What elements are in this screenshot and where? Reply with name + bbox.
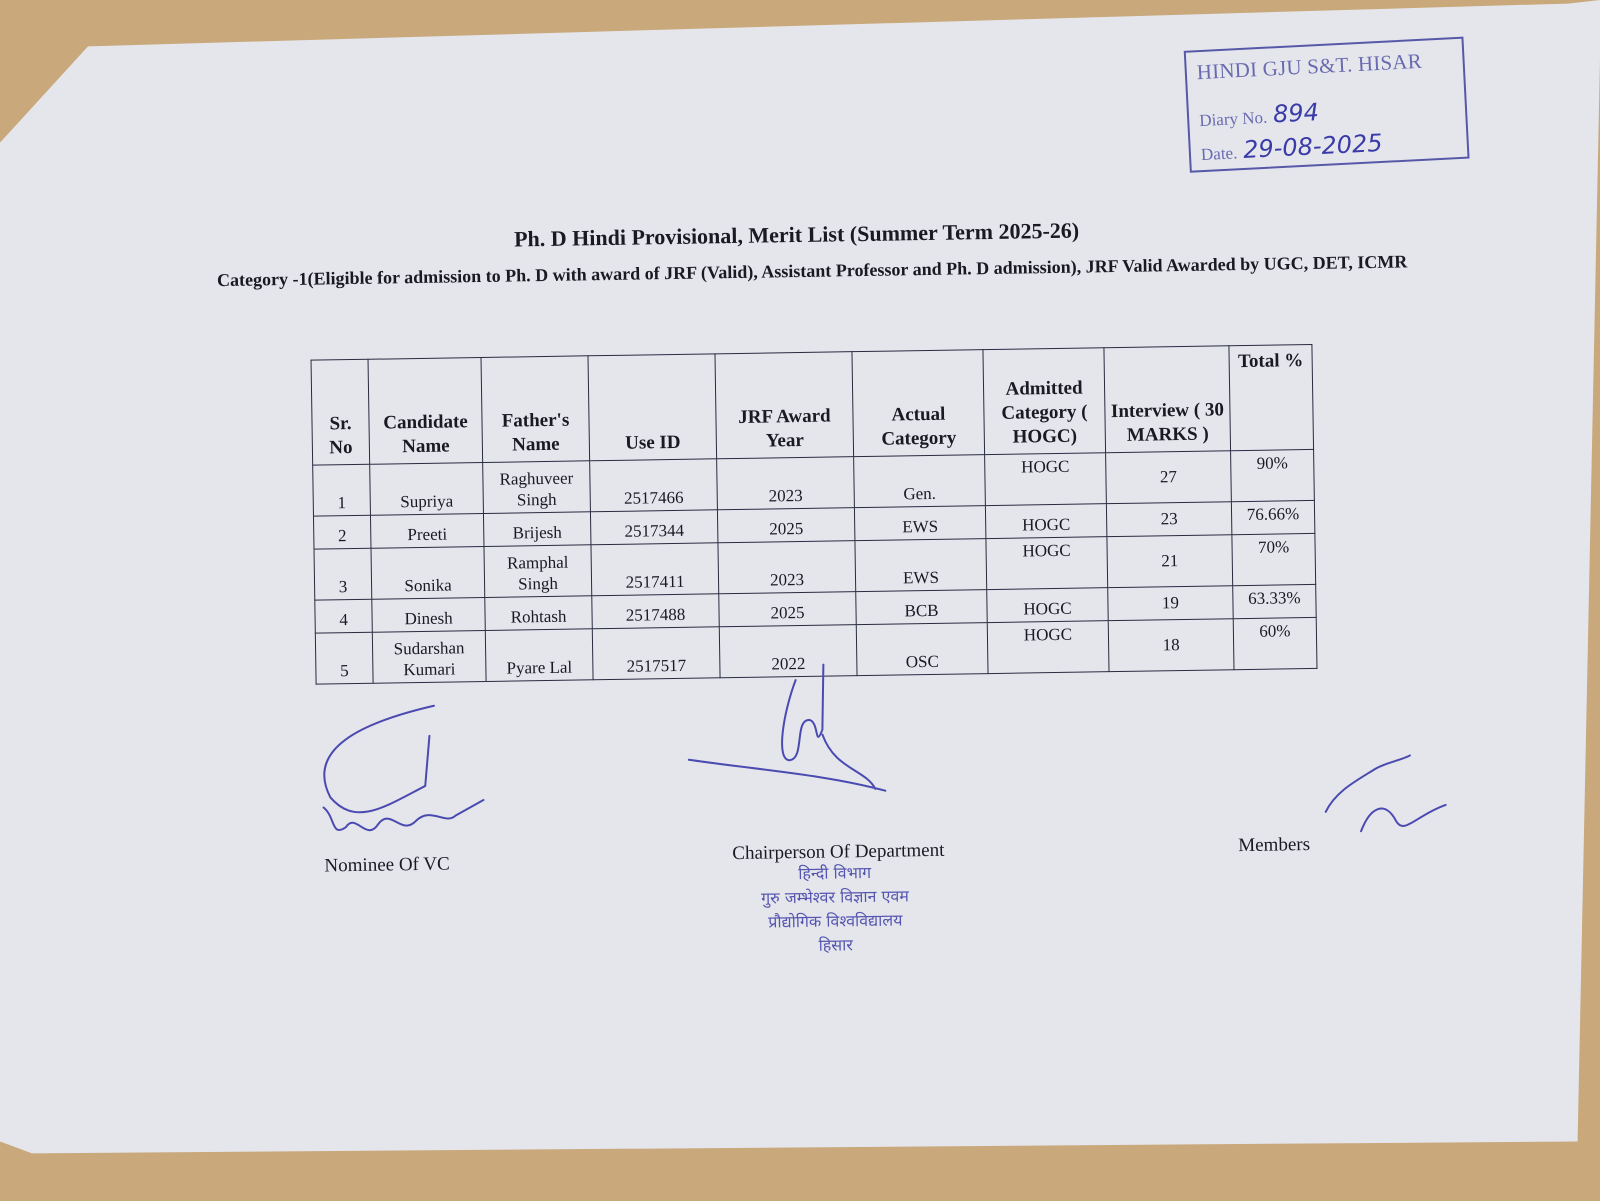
cell-use-id: 2517344 (590, 510, 718, 545)
stamp-date-label: Date. (1200, 143, 1238, 165)
cell-admitted-category: HOGC (987, 588, 1109, 623)
cell-fathers-name: Rohtash (485, 596, 593, 631)
header-admitted-category: Admitted Category ( HOGC) (983, 348, 1106, 455)
document-title: Ph. D Hindi Provisional, Merit List (Summer Term 2025-26) (513, 217, 1080, 252)
cell-admitted-category: HOGC (986, 537, 1108, 590)
cell-candidate-name: Preeti (370, 513, 484, 548)
stamp-diary-number: 894 (1272, 98, 1320, 129)
cell-total-percent: 76.66% (1231, 500, 1315, 534)
cell-interview: 23 (1106, 502, 1232, 537)
cell-fathers-name: Ramphal Singh (484, 545, 592, 598)
header-jrf-award-year: JRF Award Year (715, 352, 854, 459)
cell-actual-category: EWS (855, 539, 987, 592)
stamp-diary-label: Diary No. (1198, 107, 1268, 131)
dept-stamp-line: प्रौद्योगिक विश्वविद्यालय (768, 910, 903, 932)
cell-actual-category: BCB (856, 590, 988, 625)
cell-candidate-name: Dinesh (372, 597, 486, 632)
header-sr-no: Sr. No (311, 359, 370, 465)
cell-actual-category: Gen. (854, 455, 986, 508)
cell-actual-category: OSC (856, 623, 988, 676)
cell-candidate-name: Sonika (371, 546, 485, 599)
cell-admitted-category: HOGC (985, 504, 1107, 539)
document-subtitle: Category -1(Eligible for admission to Ph. D with award of JRF (Valid), Assistant Professor and Ph. D admission), JRF Valid Awarded by UGC, DET, ICMR (216, 251, 1408, 291)
cell-total-percent: 63.33% (1233, 584, 1317, 618)
cell-total-percent: 70% (1232, 533, 1316, 585)
cell-jrf-year: 2025 (719, 592, 857, 627)
cell-sr-no: 2 (313, 515, 371, 549)
cell-use-id: 2517411 (591, 543, 719, 596)
cell-use-id: 2517488 (592, 594, 720, 629)
cell-interview: 18 (1108, 619, 1234, 672)
cell-interview: 21 (1107, 535, 1233, 588)
cell-jrf-year: 2023 (717, 457, 855, 510)
header-actual-category: Actual Category (852, 350, 985, 457)
cell-fathers-name: Raghuveer Singh (483, 461, 591, 514)
cell-sr-no: 1 (313, 464, 371, 516)
cell-fathers-name: Brijesh (483, 512, 591, 547)
cell-jrf-year: 2025 (717, 508, 855, 543)
header-use-id: Use ID (588, 354, 717, 461)
header-total-percent: Total % (1229, 344, 1314, 450)
cell-use-id: 2517466 (590, 459, 718, 512)
cell-candidate-name: Supriya (370, 462, 484, 515)
cell-admitted-category: HOGC (985, 453, 1107, 506)
members-label: Members (1238, 834, 1311, 857)
chairperson-signature (687, 664, 885, 794)
dept-stamp-line: हिसार (818, 935, 854, 955)
nominee-signature (322, 705, 484, 831)
stamp-date-value: 29-08-2025 (1242, 128, 1384, 164)
cell-interview: 27 (1106, 451, 1232, 504)
cell-total-percent: 90% (1231, 449, 1315, 501)
cell-admitted-category: HOGC (987, 621, 1109, 674)
cell-jrf-year: 2022 (719, 625, 857, 678)
nominee-of-vc-label: Nominee Of VC (324, 853, 450, 877)
cell-fathers-name: Pyare Lal (485, 629, 593, 682)
cell-use-id: 2517517 (592, 627, 720, 680)
department-stamp (734, 860, 935, 959)
cell-candidate-name: Sudarshan Kumari (372, 630, 486, 683)
header-interview: Interview ( 30 MARKS ) (1104, 346, 1231, 453)
member-signature (1325, 755, 1446, 832)
dept-stamp-line: गुरु जम्भेश्वर विज्ञान एवम (761, 886, 909, 908)
cell-total-percent: 60% (1233, 617, 1317, 669)
cell-sr-no: 4 (315, 599, 373, 633)
header-candidate-name: Candidate Name (368, 357, 483, 464)
cell-sr-no: 3 (314, 548, 372, 600)
cell-jrf-year: 2023 (718, 541, 856, 594)
chairperson-label: Chairperson Of Department (732, 839, 945, 865)
stamp-header: HINDI GJU S&T. HISAR (1196, 48, 1423, 85)
cell-sr-no: 5 (315, 632, 373, 684)
header-fathers-name: Father's Name (481, 356, 590, 463)
cell-interview: 19 (1108, 586, 1234, 621)
cell-actual-category: EWS (854, 506, 986, 541)
dept-stamp-line: हिन्दी विभाग (798, 862, 872, 884)
